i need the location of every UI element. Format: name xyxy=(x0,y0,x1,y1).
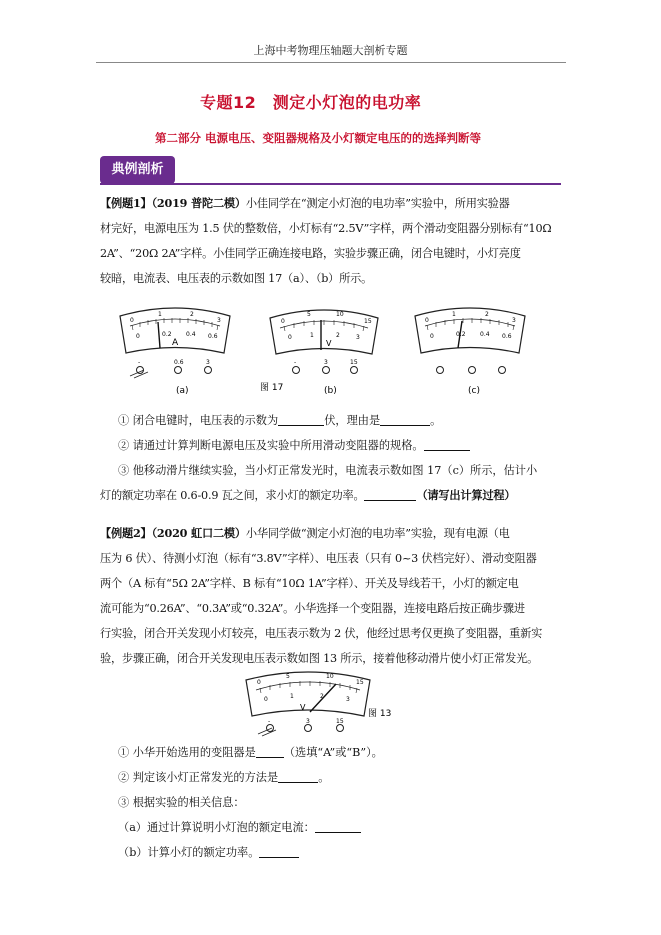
fig13-term-1: 3 xyxy=(306,718,310,725)
example1-line-2: 材完好，电源电压为 1.5 伏的整数倍，小灯标有“2.5V”字样，两个滑动变阻器分别标有“10Ω xyxy=(100,222,552,235)
fig13-bottom-3: 3 xyxy=(346,696,350,703)
ammeter-c xyxy=(415,308,525,374)
meter-b-top-0: 0 xyxy=(281,318,285,325)
example1-line-4: 较暗，电流表、电压表的示数如图 17（a）、（b）所示。 xyxy=(100,272,373,285)
meter-a-term-0: - xyxy=(138,359,141,366)
example2-line-4: 流可能为“0.26A”、“0.3A”或“0.32A”。小华选择一个变阻器，连接电路后按正确步骤进 xyxy=(100,602,525,615)
meter-a-letter: A xyxy=(172,338,179,348)
meter-c-bottom-2: 0.4 xyxy=(480,331,490,338)
header-divider xyxy=(96,62,566,63)
meter-a-bottom-3: 0.6 xyxy=(208,333,218,340)
meter-a-top-2: 2 xyxy=(190,311,194,318)
fig13-bottom-0: 0 xyxy=(264,696,268,703)
example2-paragraph xyxy=(100,521,562,671)
fig13-top-0: 0 xyxy=(257,679,261,686)
example2-question-2: ② 判定该小灯正常发光的方法是 。 xyxy=(118,771,330,784)
fig17-caption: 图 17 xyxy=(260,383,284,393)
example2-q2-blank[interactable] xyxy=(278,770,318,783)
example1-question-1: ① 闭合电键时，电压表的示数为 伏，理由是 。 xyxy=(118,414,442,427)
example1-line-1: 【例题1】（2019 普陀二模）小佳同学在“测定小灯泡的电功率”实验中，所用实验器 xyxy=(100,196,510,210)
meter-a-bottom-1: 0.2 xyxy=(162,331,172,338)
meter-c-bottom-0: 0 xyxy=(430,333,434,340)
example1-line-3: 2A”、“20Ω 2A”字样。小佳同学正确连接电路，实验步骤正确，闭合电键时，小灯亮度 xyxy=(100,247,521,260)
example1-source: （2019 普陀二模） xyxy=(151,196,246,210)
example2-qb-blank[interactable] xyxy=(259,845,299,858)
fig13-top-2: 10 xyxy=(326,673,334,680)
meter-a-top-0: 0 xyxy=(130,317,134,324)
fig13-bottom-2: 2 xyxy=(320,693,324,700)
example2-question-3: ③ 根据实验的相关信息： xyxy=(118,796,245,809)
meter-a-bottom-2: 0.4 xyxy=(186,331,196,338)
example1-q3-note: （请写出计算过程） xyxy=(416,488,516,502)
example1-question-2: ② 请通过计算判断电源电压及实验中所用滑动变阻器的规格。 xyxy=(118,433,470,458)
fig13-top-3: 15 xyxy=(356,679,364,686)
example1-tag: 【例题1】 xyxy=(100,196,152,210)
example1-q1-blank-2[interactable] xyxy=(380,413,430,426)
meter-b-term-1: 3 xyxy=(324,359,328,366)
example2-line-3: 两个（A 标有“5Ω 2A”字样、B 标有“10Ω 1A”字样）、开关及导线若干，小灯的额定电 xyxy=(100,577,519,590)
meter-b-bottom-0: 0 xyxy=(288,334,292,341)
meter-b-top-1: 5 xyxy=(307,311,311,318)
meter-c-top-3: 3 xyxy=(512,317,516,324)
meter-c-bottom-3: 0.6 xyxy=(502,333,512,340)
example2-line-5: 行实验，闭合开关发现小灯较亮，电压表示数为 2 伏，他经过思考仅更换了变阻器，重新实 xyxy=(100,627,543,640)
meter-a-top-1: 1 xyxy=(158,311,162,318)
example2-line-1: 【例题2】（2020 虹口二模）小华同学做“测定小灯泡的电功率”实验，现有电源（电 xyxy=(100,526,510,540)
page-header: 上海中考物理压轴题大剖析专题 xyxy=(253,44,408,57)
example2-question-3b: （b）计算小灯的额定功率。 xyxy=(118,840,299,865)
fig17-label-c: (c) xyxy=(468,386,480,396)
example1-question-3: ③ 他移动滑片继续实验，当小灯正常发光时，电流表示数如图 17（c）所示，估计小 xyxy=(118,464,538,477)
fig13-top-1: 5 xyxy=(286,673,290,680)
page-subtitle: 第二部分 电源电压、变阻器规格及小灯额定电压的的选择判断等 xyxy=(155,131,482,145)
fig17-label-b: (b) xyxy=(324,386,337,396)
meter-a-top-3: 3 xyxy=(217,317,221,324)
meter-a-term-2: 3 xyxy=(206,359,210,366)
meter-b-bottom-3: 3 xyxy=(356,334,360,341)
meter-c-top-1: 1 xyxy=(452,311,456,318)
meter-b-bottom-1: 1 xyxy=(310,332,314,339)
meter-b-term-0: - xyxy=(294,359,297,366)
example1-question-3-cont: 灯的额定功率在 0.6-0.9 瓦之间，求小灯的额定功率。 （请写出计算过程） xyxy=(100,488,516,502)
example1-q1-blank-1[interactable] xyxy=(278,413,324,426)
example1-paragraph xyxy=(100,191,562,291)
page-title: 专题12 测定小灯泡的电功率 xyxy=(200,93,422,112)
figure-13 xyxy=(240,666,400,738)
meter-b-top-2: 10 xyxy=(336,311,344,318)
example2-question-1: ① 小华开始选用的变阻器是 （选填“A”或“B”）。 xyxy=(118,746,383,759)
example2-source: （2020 虹口二模） xyxy=(151,526,246,540)
example2-question-3a: （a）通过计算说明小灯泡的额定电流： xyxy=(118,815,361,840)
voltmeter-fig13 xyxy=(246,672,370,736)
meter-c-top-2: 2 xyxy=(485,311,489,318)
section-divider xyxy=(100,183,561,185)
fig13-term-0: - xyxy=(268,718,271,725)
meter-b-term-2: 15 xyxy=(350,359,358,366)
example1-q3-blank[interactable] xyxy=(364,488,416,501)
fig13-bottom-1: 1 xyxy=(290,693,294,700)
voltmeter-b xyxy=(270,310,378,374)
section-badge: 典例剖析 xyxy=(100,156,175,184)
meter-c-top-0: 0 xyxy=(425,317,429,324)
fig17-label-a: (a) xyxy=(176,386,189,396)
example2-q1-blank[interactable] xyxy=(256,745,284,758)
meter-b-letter: V xyxy=(326,339,332,348)
example1-q2-blank[interactable] xyxy=(424,438,470,451)
fig13-letter: V xyxy=(300,703,306,712)
fig13-term-2: 15 xyxy=(336,718,344,725)
meter-b-top-3: 15 xyxy=(364,318,372,325)
meter-a-term-1: 0.6 xyxy=(174,359,184,366)
example2-tag: 【例题2】 xyxy=(100,526,152,540)
meter-c-bottom-1: 0.2 xyxy=(456,331,466,338)
meter-a-bottom-0: 0 xyxy=(136,333,140,340)
fig13-caption: 图 13 xyxy=(368,709,392,719)
example2-line-2: 压为 6 伏）、待测小灯泡（标有“3.8V”字样）、电压表（只有 0~3 伏档完好）、滑动变阻器 xyxy=(100,552,537,565)
example2-line-6: 验，步骤正确，闭合开关发现电压表示数如图 13 所示，接着他移动滑片使小灯正常发光。 xyxy=(100,652,539,665)
ammeter-a xyxy=(120,308,230,378)
meter-b-bottom-2: 2 xyxy=(336,332,340,339)
figure-17 xyxy=(100,298,570,398)
example2-qa-blank[interactable] xyxy=(315,820,361,833)
